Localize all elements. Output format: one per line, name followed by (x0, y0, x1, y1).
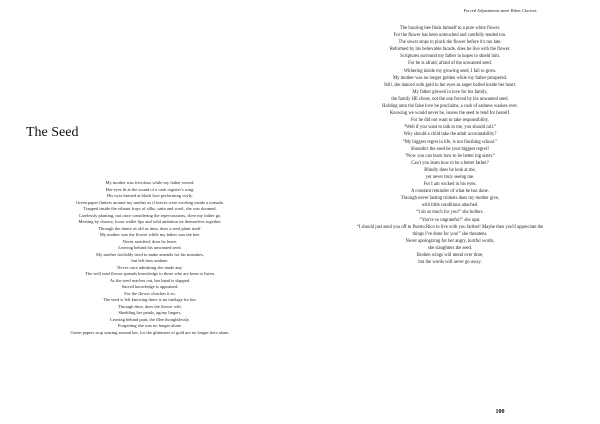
poem-line: My mother was no longer golden while my father prospered. (392, 75, 508, 81)
poem-line: the family HE chose, not the one forced by his unwanted seed. (391, 96, 509, 102)
poem-line: Broken wings will mend over time, (416, 253, 484, 258)
poem-line: Holding onto the false love he proclaims, a rush of sadness washes over. (382, 104, 518, 110)
poem-line: Sacred knowledge is appraised. (121, 284, 179, 289)
poem-line: she slaughters the seed. (428, 245, 472, 251)
poem-line: Leaving behind his unwanted seed. (118, 245, 182, 250)
poem-line: Reformed by his believable facade, does he live with the flower. (389, 47, 511, 53)
poem-line: The seed is left knowing there is no tutelage for her. (103, 297, 197, 302)
poem-line: My mother was the flower while my father was the bee. (99, 232, 201, 237)
poem-line: The sower stops to pluck the flower before it's too late. (398, 40, 502, 46)
poem-line: Never once admitting she made any. (117, 264, 183, 270)
poem-line: Meeting by chance, loose wallet lips and wild ambition tie themselves together. (78, 219, 222, 224)
page-number: 100 (495, 409, 505, 415)
poem-line: Never satisfied, does he leave. (122, 238, 178, 244)
poem-body-left (18, 180, 282, 336)
poem-line: My mother was frivolous while my father sowed. (105, 180, 195, 185)
poem-line: A constant reminder of what he has done. (411, 189, 489, 195)
poem-line: Withering inside my growing seed, I fail to grow. (403, 68, 497, 74)
poem-line: “I do so much for you!” she hollers. (416, 210, 484, 216)
poem-line: My father glowed in love for his family, (412, 89, 488, 95)
poem-line: “I should just send you off to Puerto Rico to live with you farther! Maybe then you'll appreciate the (356, 224, 544, 230)
poem-line: Why should a child take the adult accountability? (403, 132, 497, 138)
poem-line: Never apologizing for her angry, hurtful words, (405, 238, 495, 244)
poem-line: For he is afraid, afraid of the unwanted seed. (408, 61, 492, 67)
poem-line: but left hers undone. (131, 258, 169, 263)
right-page (300, 0, 600, 424)
poem-line: Can't you learn how to be a better father? (411, 160, 489, 166)
poem-line: Carelessly planting, not once considering the repercussions, dove my father go. (78, 212, 222, 218)
poem-line: As the seed reaches out, her hand is slapped. (109, 277, 191, 283)
poem-line: For the flower has been untouched and carefully tended too. (393, 33, 507, 39)
poem-line: Through time, does the flower wilt. (118, 303, 182, 309)
poem-line: “You're so ungrateful!” she spat. (419, 217, 481, 223)
poem-line: Still, she danced with gold in her eyes as anger boiled inside her heart. (383, 82, 517, 88)
poem-line: with little conditions attached. (421, 203, 479, 209)
poem-line: The buzzing bee finds himself to a pure white flower. (399, 26, 501, 31)
poem-line: My mother foolishly tried to make amends for his mistakes, (96, 251, 204, 257)
poem-line: Through the dance as old as time, does a seed plant itself. (98, 225, 202, 231)
poem-line: For he did not want to take responsibility. (410, 118, 490, 124)
poem-line: His eyes burned at black lace performing coyly. (107, 193, 193, 198)
poem-line: things I've done for you!” she threatens. (412, 231, 488, 237)
poem-line: Forgetting she was no longer alone. (117, 323, 183, 328)
running-header: Forced Adjustments meet Bitter Choices (463, 8, 537, 13)
poem-line: Through never lasting trinkets does my mother give, (400, 196, 500, 202)
poem-line: “My biggest regret in life, is not finishing school.” (402, 139, 498, 145)
poem-line: Shedding her petals, agony lingers. (118, 310, 182, 315)
poem-line: Leaving behind pain, the fllee thoughtlessly. (110, 316, 190, 322)
poem-line: “Now you can learn how to be better big sister.” (404, 153, 496, 159)
poem-title: The Seed (26, 125, 79, 140)
poem-line: but the words will never go away. (418, 260, 482, 266)
poem-line: Green papers stop soaring around her, for the glimmers of gold are no longer hers alone. (70, 329, 230, 335)
poem-line: The well read flower spreads knowledge to those who are keen to listen. (84, 271, 216, 276)
poem-line: For I am wicked in his eyes. (423, 182, 477, 188)
poem-line: Trapped inside the vibrant frays of silks, satin and wool, she was doomed. (83, 206, 217, 211)
poem-body-right (306, 25, 594, 266)
poem-line: Green paper flutters around my mother as if leaves were swirling inside a tornado. (75, 199, 225, 205)
poem-line: Her eyes lit at the sound of a cash register's song. (105, 186, 195, 192)
poem-line: “Well if you want to talk to me, you should call.” (403, 125, 497, 131)
poem-line: Knowing we would never be, leaves the seed to tend for herself. (389, 111, 511, 117)
poem-line: Scriptures surround my father in hopes to shield him. (400, 54, 500, 60)
poem-line: Shouldn't the seed be your biggest regret? (410, 146, 490, 152)
poem-line: yet never truly seeing me. (425, 174, 475, 180)
poem-line: Blindly does he look at me, (424, 167, 476, 173)
poem-line: For the flower clutches it so. (124, 290, 176, 296)
